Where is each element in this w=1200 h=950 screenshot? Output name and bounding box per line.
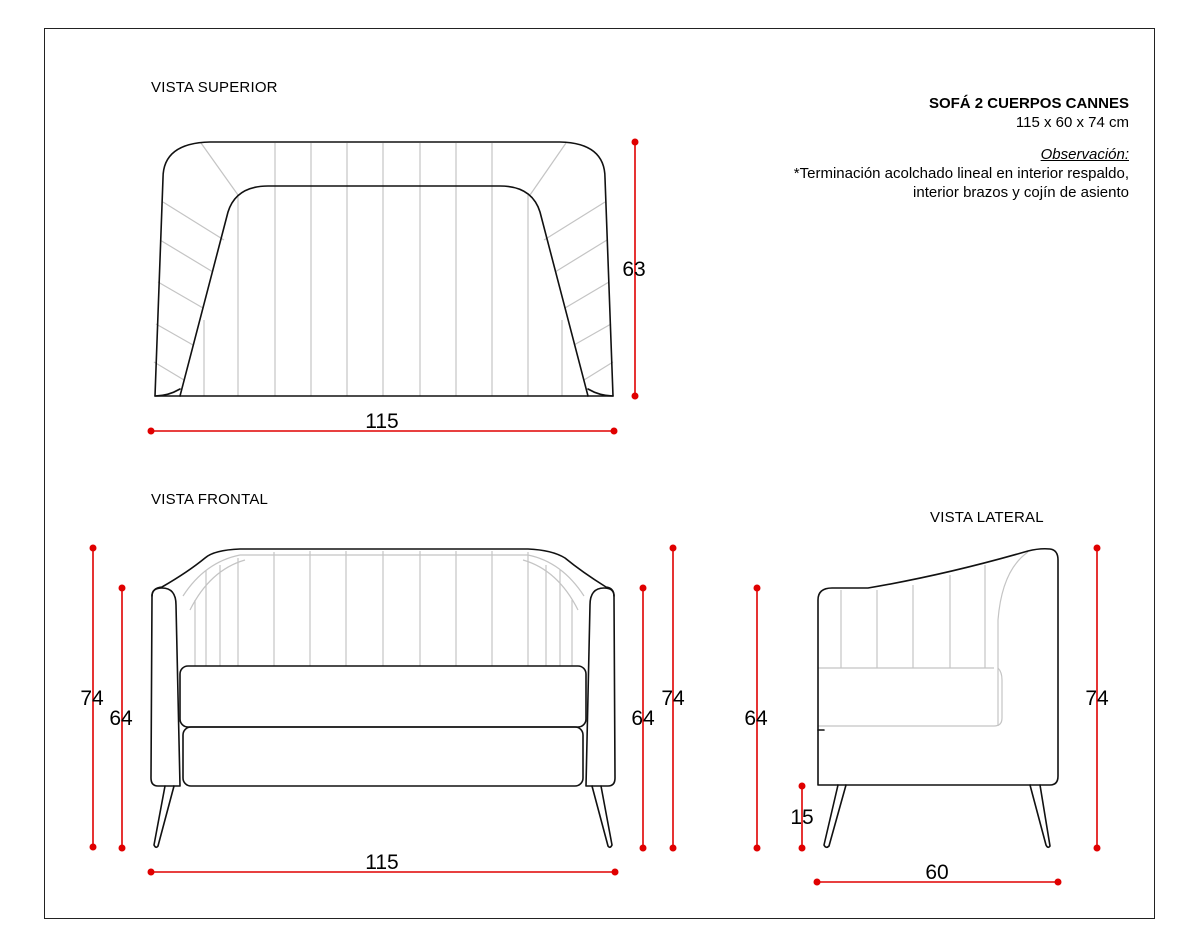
front-view-label: VISTA FRONTAL xyxy=(151,491,269,508)
observation-line-1: *Terminación acolchado lineal en interior respaldo, xyxy=(793,165,1129,182)
side-view-drawing xyxy=(818,549,1058,848)
side-view-label: VISTA LATERAL xyxy=(930,509,1044,526)
top-view-label: VISTA SUPERIOR xyxy=(151,79,278,96)
front-height-left-outer-label: 74 xyxy=(80,687,104,710)
dimension-lines xyxy=(90,139,1101,886)
front-height-right-inner-label: 64 xyxy=(631,707,655,730)
side-depth-label: 60 xyxy=(925,861,949,884)
front-height-right-outer-label: 74 xyxy=(661,687,685,710)
product-size: 115 x 60 x 74 cm xyxy=(1015,114,1129,131)
side-height-right-label: 74 xyxy=(1085,687,1109,710)
product-title: SOFÁ 2 CUERPOS CANNES xyxy=(928,95,1129,112)
front-view-drawing xyxy=(151,549,615,847)
front-height-left-inner-label: 64 xyxy=(109,707,133,730)
observation-label: Observación: xyxy=(1040,146,1129,163)
observation-line-2: interior brazos y cojín de asiento xyxy=(913,184,1129,201)
front-view-quilting xyxy=(183,551,584,666)
top-depth-label: 63 xyxy=(622,258,646,281)
top-width-label: 115 xyxy=(365,410,399,433)
top-view-quilting xyxy=(154,143,613,396)
side-leg-height-label: 15 xyxy=(790,806,814,829)
front-width-label: 115 xyxy=(365,851,399,874)
top-view-drawing xyxy=(154,142,613,396)
side-height-left-label: 64 xyxy=(744,707,768,730)
